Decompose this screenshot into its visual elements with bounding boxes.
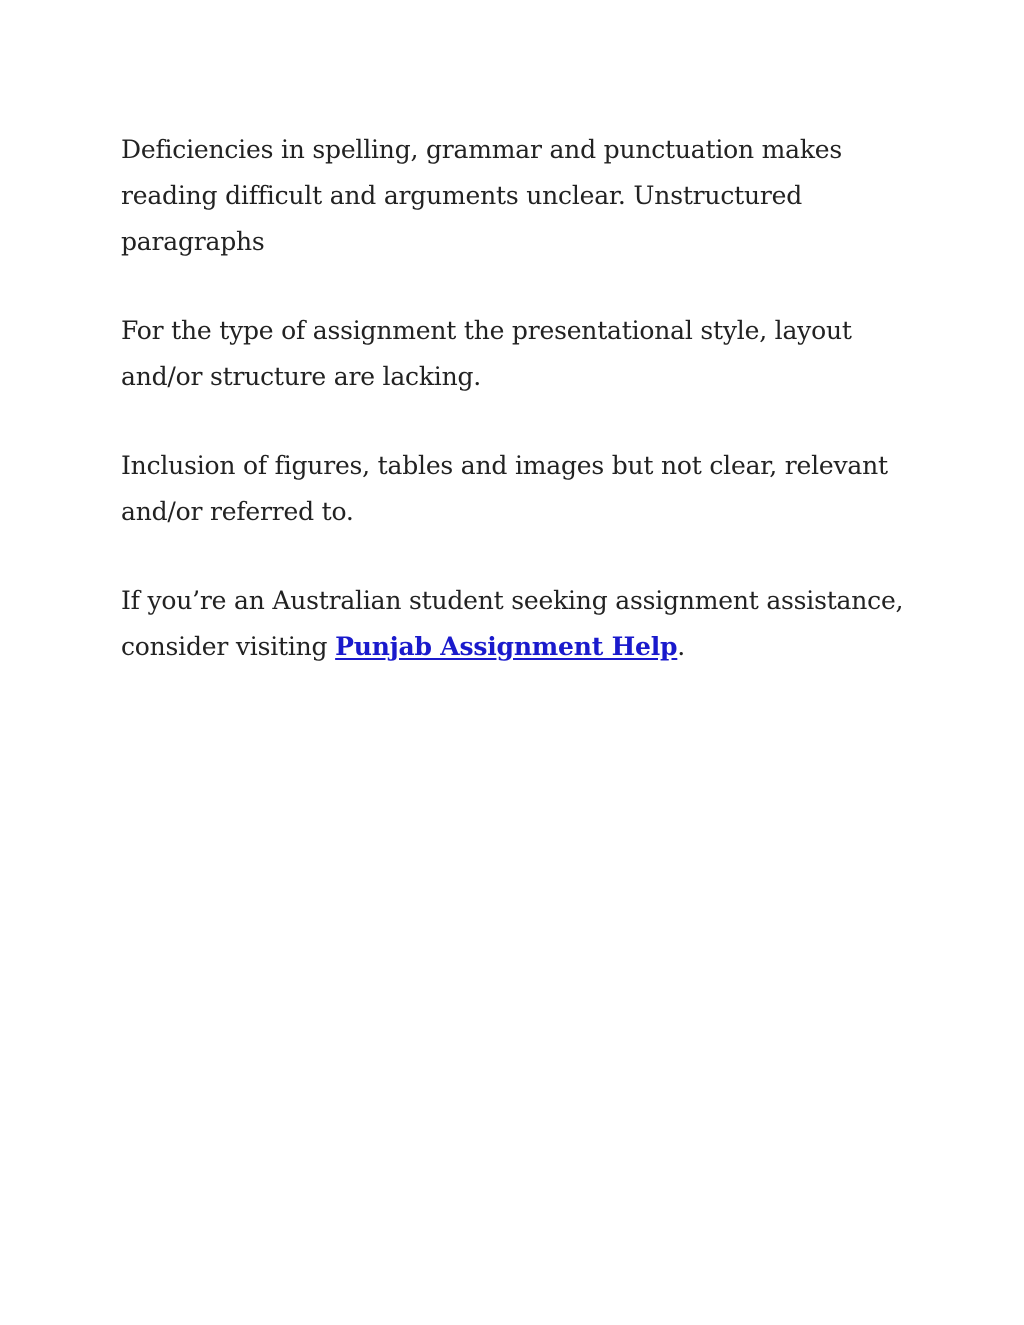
punjab-assignment-help-link[interactable]: Punjab Assignment Help — [335, 632, 678, 661]
paragraph-figures-tables: Inclusion of figures, tables and images but not clear, relevant and/or referred to. — [121, 451, 888, 526]
closing-suffix: . — [677, 632, 686, 661]
paragraph-closing — [121, 578, 911, 670]
closing-prefix: If you’re an Australian student seeking assignment assistance, consider visiting — [121, 586, 904, 661]
paragraph-presentation-style: For the type of assignment the presentational style, layout and/or structure are lacking. — [121, 316, 852, 391]
paragraph-spelling-grammar: Deficiencies in spelling, grammar and punctuation makes reading difficult and arguments unclear. Unstructured paragraphs — [121, 135, 843, 256]
document-body — [121, 127, 911, 713]
